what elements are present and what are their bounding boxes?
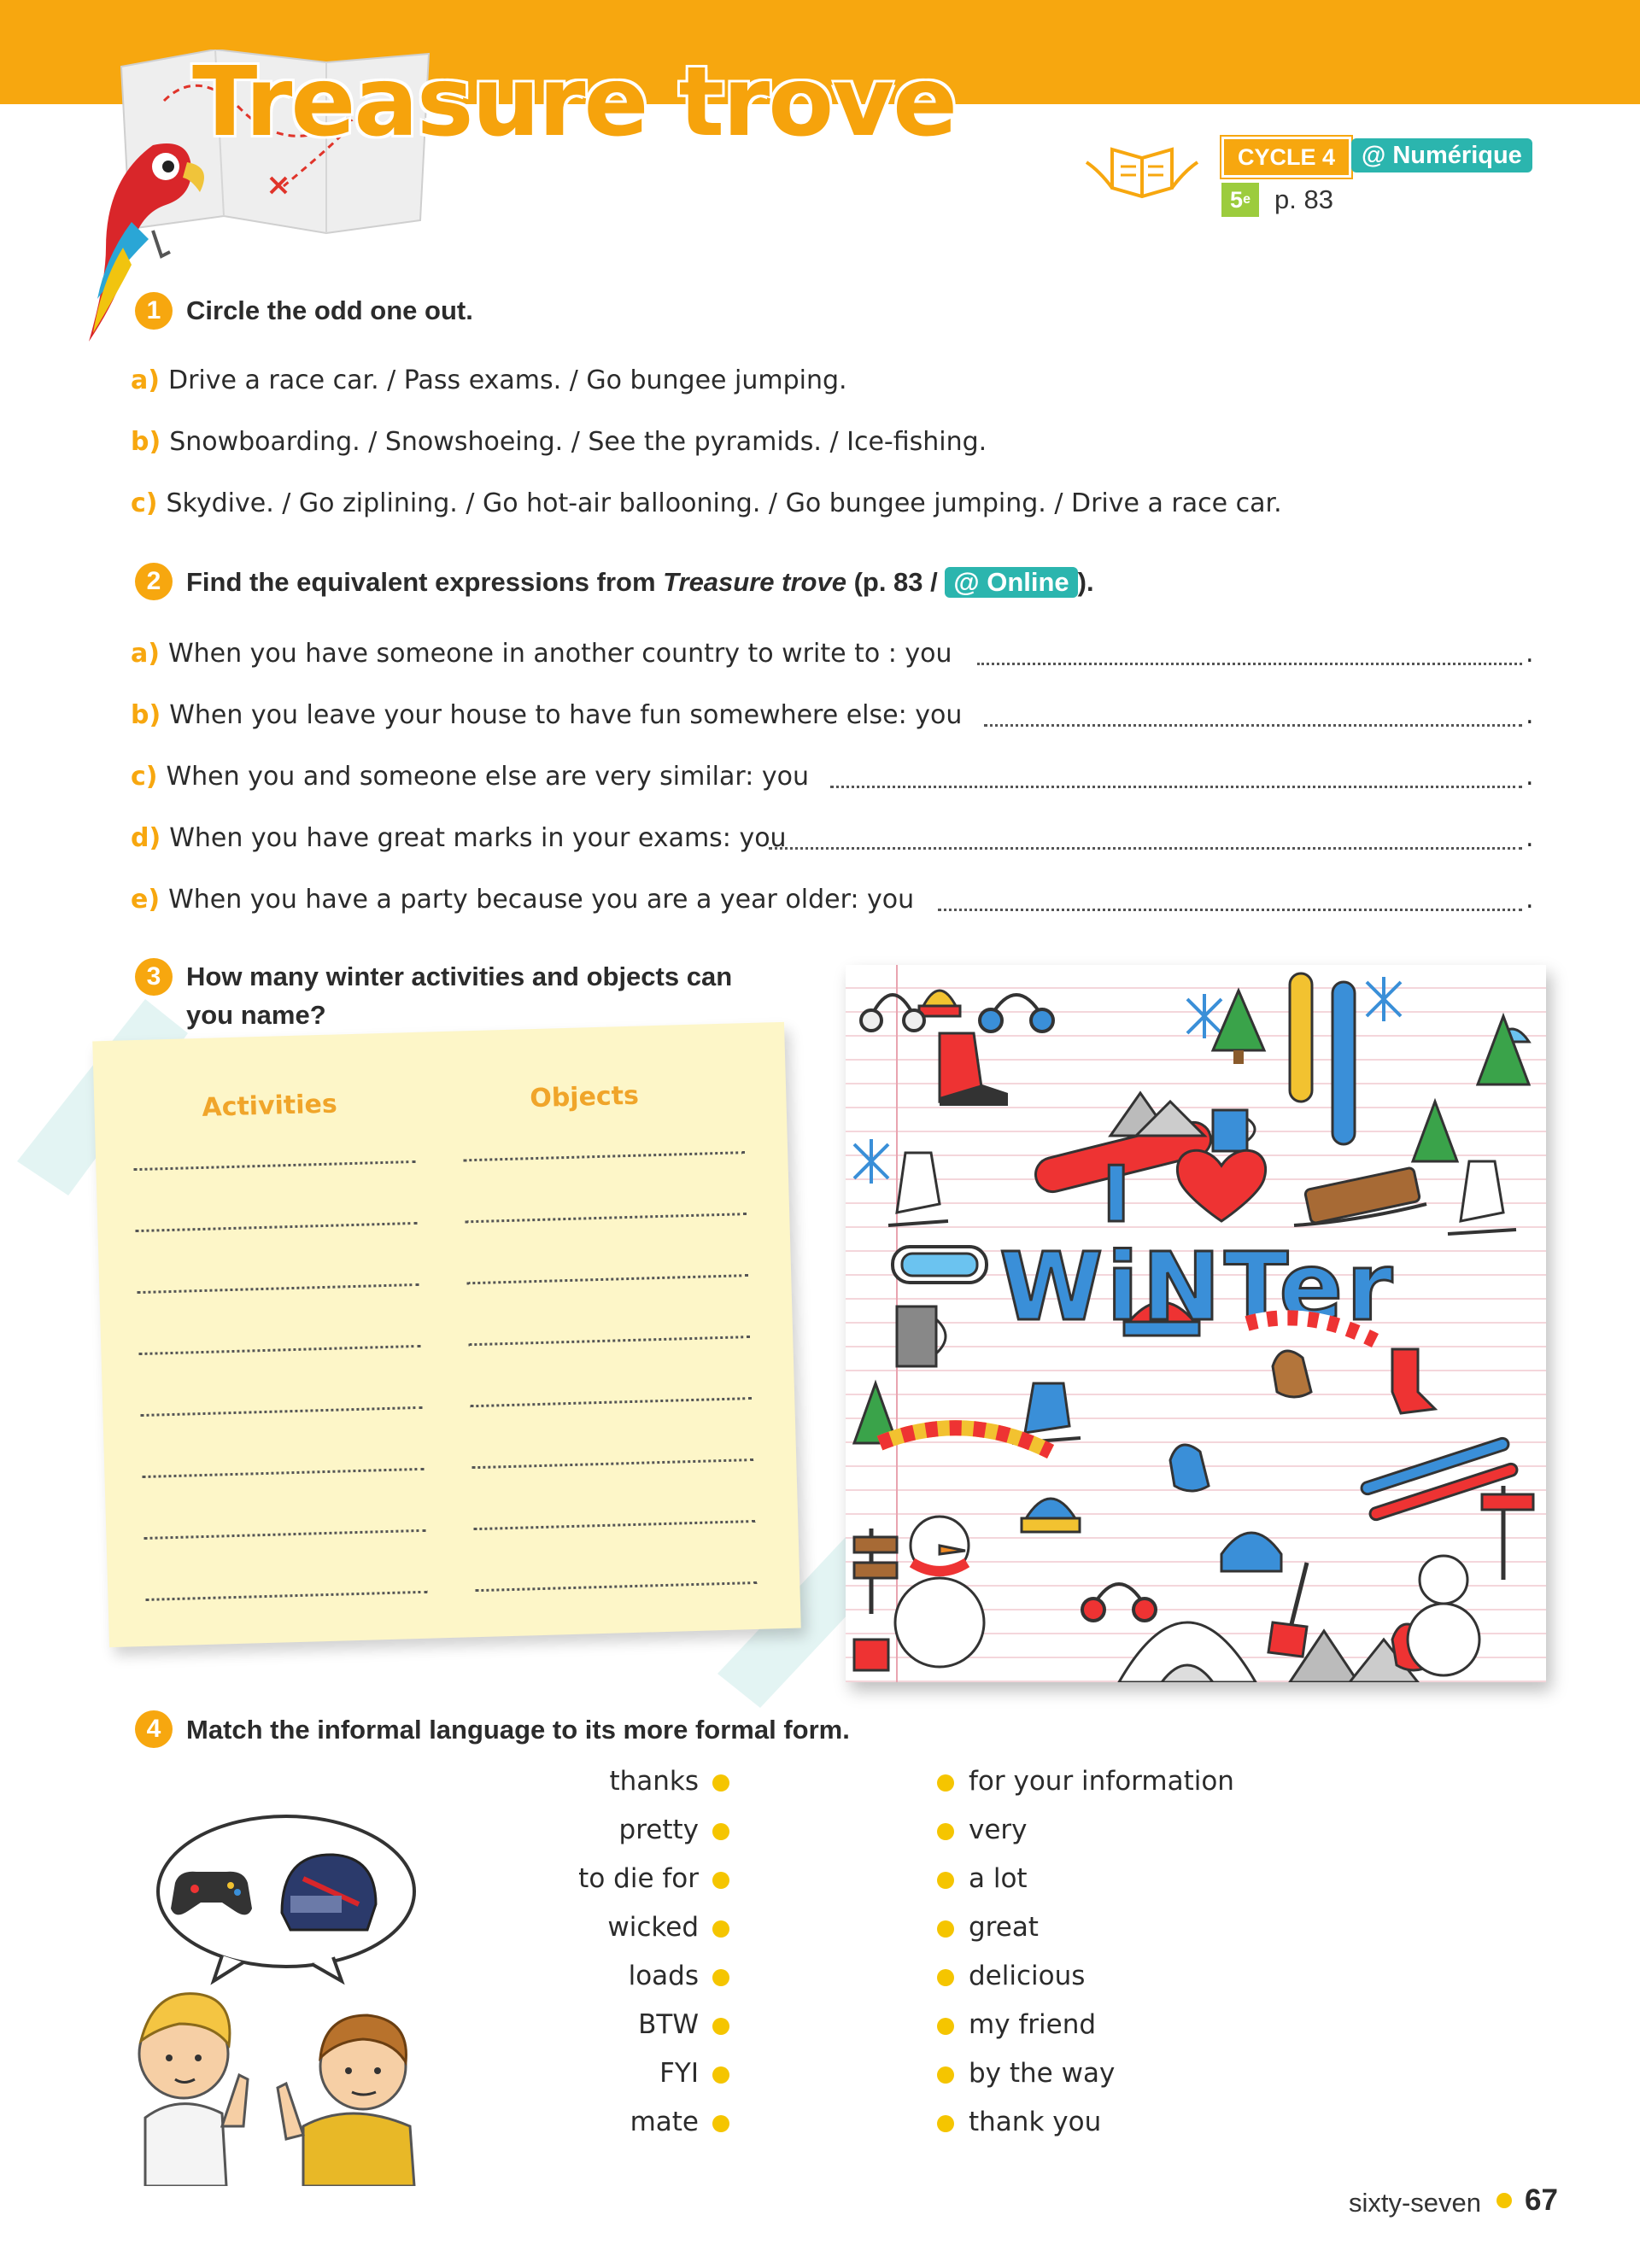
heading-prefix: Find the equivalent expressions from xyxy=(186,567,664,597)
match-right-dot[interactable] xyxy=(937,1774,954,1792)
exercise-3-heading-line2: you name? xyxy=(186,1000,326,1030)
exercise-2-number: 2 xyxy=(135,563,173,600)
activities-answer-line[interactable] xyxy=(142,1468,424,1478)
item-letter: c) xyxy=(131,762,158,792)
match-left-item: mate xyxy=(630,2107,699,2137)
match-left-dot[interactable] xyxy=(712,2066,729,2084)
match-right-item: very xyxy=(969,1815,1028,1845)
heading-mid: (p. 83 / xyxy=(846,567,946,597)
heading-italic: Treasure trove xyxy=(663,567,846,597)
winter-doodles xyxy=(846,965,1546,1682)
end-mark: . xyxy=(1526,700,1534,730)
match-left-dot[interactable] xyxy=(712,1823,729,1840)
match-right-item: for your information xyxy=(969,1766,1234,1797)
winter-word: WiNTer xyxy=(999,1232,1397,1342)
match-right-dot[interactable] xyxy=(937,1969,954,1986)
exercise-1-number: 1 xyxy=(135,292,173,330)
exercise-1-item-b[interactable] xyxy=(131,427,987,457)
answer-line-d[interactable] xyxy=(769,847,1522,850)
footer-dot xyxy=(1496,2193,1512,2208)
cycle-badge: CYCLE 4 xyxy=(1221,137,1351,178)
item-text: When you have a party because you are a year older: you xyxy=(168,885,915,915)
match-right-dot[interactable] xyxy=(937,1872,954,1889)
match-right-item: my friend xyxy=(969,2009,1097,2040)
helmet-icon xyxy=(282,1855,376,1930)
objects-answer-line[interactable] xyxy=(463,1151,745,1161)
objects-heading: Objects xyxy=(529,1080,640,1114)
objects-answer-line[interactable] xyxy=(470,1397,752,1407)
item-text: Skydive. / Go ziplining. / Go hot-air ballooning. / Go bungee jumping. / Drive a race car. xyxy=(166,488,1282,518)
match-right-item: a lot xyxy=(969,1863,1028,1894)
match-left-item: loads xyxy=(628,1961,699,1991)
exercise-2-item-e xyxy=(131,885,914,915)
exercise-1-heading: Circle the odd one out. xyxy=(186,295,473,325)
activities-answer-line[interactable] xyxy=(140,1406,422,1417)
answer-line-c[interactable] xyxy=(830,786,1522,788)
match-left-item: pretty xyxy=(618,1815,699,1845)
item-text: When you have someone in another country to write to : you xyxy=(167,639,952,669)
match-right-item: great xyxy=(969,1912,1039,1943)
heading-suffix: ). xyxy=(1077,567,1094,597)
item-letter: b) xyxy=(131,427,161,457)
match-left-dot[interactable] xyxy=(712,2018,729,2035)
page-reference: p. 83 xyxy=(1274,184,1333,214)
match-right-dot[interactable] xyxy=(937,1920,954,1938)
match-left-item: to die for xyxy=(578,1863,699,1894)
boy-brown xyxy=(278,2015,414,2186)
match-right-dot[interactable] xyxy=(937,1823,954,1840)
reading-book-icon xyxy=(1078,137,1206,205)
exercise-2-item-d xyxy=(131,823,787,853)
match-left-dot[interactable] xyxy=(712,2115,729,2132)
grade-badge xyxy=(1221,183,1259,217)
activities-answer-line[interactable] xyxy=(138,1345,420,1355)
page-title: Treasure trove xyxy=(192,47,957,158)
item-text: Snowboarding. / Snowshoeing. / See the pyramids. / Ice-fishing. xyxy=(169,427,987,457)
activities-answer-line[interactable] xyxy=(135,1222,417,1232)
end-mark: . xyxy=(1526,639,1534,669)
match-left-dot[interactable] xyxy=(712,1969,729,1986)
match-left-item: wicked xyxy=(607,1912,699,1943)
exercise-4-heading: Match the informal language to its more formal form. xyxy=(186,1715,850,1745)
exercise-2-item-b xyxy=(131,700,962,730)
exercise-4-number: 4 xyxy=(135,1710,173,1748)
sticky-note xyxy=(92,1022,801,1647)
activities-answer-line[interactable] xyxy=(144,1529,425,1540)
exercise-1-item-c[interactable] xyxy=(131,488,1282,518)
item-letter: a) xyxy=(131,365,160,395)
answer-line-e[interactable] xyxy=(938,909,1522,911)
exercise-3-number: 3 xyxy=(135,958,173,996)
match-right-item: by the way xyxy=(969,2058,1116,2089)
match-left-item: BTW xyxy=(638,2009,699,2040)
hot-chocolate-icon xyxy=(854,1640,888,1670)
item-letter: c) xyxy=(131,488,158,518)
objects-answer-line[interactable] xyxy=(472,1458,753,1469)
match-left-item: FYI xyxy=(659,2058,699,2089)
answer-line-b[interactable] xyxy=(984,724,1522,727)
item-text: When you and someone else are very similar: you xyxy=(166,762,809,792)
boys-talking-illustration xyxy=(128,1810,453,2186)
exercise-1-item-a[interactable] xyxy=(131,365,847,395)
match-right-dot[interactable] xyxy=(937,2018,954,2035)
match-right-item: delicious xyxy=(969,1961,1086,1991)
page-number-words: sixty-seven xyxy=(1348,2188,1481,2218)
item-letter: a) xyxy=(131,639,160,669)
online-link[interactable]: @ Online xyxy=(945,567,1077,598)
match-left-dot[interactable] xyxy=(712,1872,729,1889)
i-letter: I xyxy=(1102,1150,1131,1240)
match-left-dot[interactable] xyxy=(712,1774,729,1792)
numerique-link[interactable]: @ Numérique xyxy=(1351,138,1532,172)
item-letter: b) xyxy=(131,700,161,730)
objects-answer-line[interactable] xyxy=(468,1336,750,1346)
goggles-icon xyxy=(893,1247,987,1283)
page-number: 67 xyxy=(1525,2183,1558,2217)
item-text: When you leave your house to have fun somewhere else: you xyxy=(169,700,963,730)
activities-answer-line[interactable] xyxy=(145,1591,427,1601)
objects-answer-line[interactable] xyxy=(473,1520,755,1530)
item-letter: d) xyxy=(131,823,161,853)
objects-answer-line[interactable] xyxy=(465,1213,747,1223)
activities-answer-line[interactable] xyxy=(137,1283,419,1294)
answer-line-a[interactable] xyxy=(977,663,1522,665)
objects-answer-line[interactable] xyxy=(466,1274,748,1284)
objects-answer-line[interactable] xyxy=(475,1581,757,1592)
exercise-3-heading-line1: How many winter activities and objects can xyxy=(186,962,733,991)
end-mark: . xyxy=(1526,762,1534,792)
item-text: When you have great marks in your exams: you xyxy=(169,823,787,853)
item-letter: e) xyxy=(131,885,161,915)
grade-sup: e xyxy=(1243,192,1250,207)
grade-label: 5 xyxy=(1230,186,1244,213)
exercise-2-item-a xyxy=(131,639,952,669)
match-right-dot[interactable] xyxy=(937,2115,954,2132)
match-left-dot[interactable] xyxy=(712,1920,729,1938)
match-left-item: thanks xyxy=(609,1766,699,1797)
exercise-2-heading xyxy=(186,567,1094,598)
match-right-dot[interactable] xyxy=(937,2066,954,2084)
end-mark: . xyxy=(1526,885,1534,915)
activities-heading: Activities xyxy=(201,1089,338,1123)
boy-blonde xyxy=(139,1994,248,2186)
item-text: Drive a race car. / Pass exams. / Go bungee jumping. xyxy=(167,365,847,395)
i-love-winter-illustration xyxy=(846,965,1546,1682)
match-right-item: thank you xyxy=(969,2107,1102,2137)
end-mark: . xyxy=(1526,823,1534,853)
exercise-2-item-c xyxy=(131,762,809,792)
activities-answer-line[interactable] xyxy=(133,1160,415,1171)
